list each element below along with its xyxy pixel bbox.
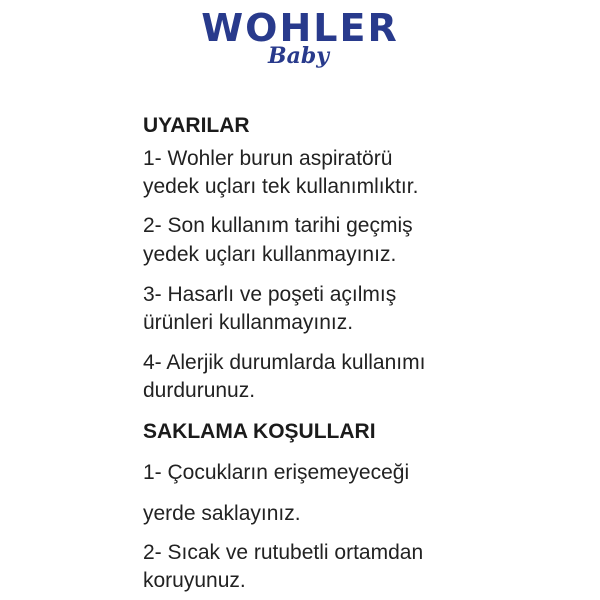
brand-name: WOHLER xyxy=(201,6,399,50)
storage-2-line-2: koruyunuz. xyxy=(143,569,246,592)
warning-3-line-2: ürünleri kullanmayınız. xyxy=(143,311,354,334)
storage-1-line-1: 1- Çocukların erişemeyeceği xyxy=(143,461,410,484)
brand-logo xyxy=(0,8,600,48)
storage-1-line-2: yerde saklayınız. xyxy=(143,502,301,525)
warning-1-line-1: 1- Wohler burun aspiratörü xyxy=(143,147,393,170)
warning-2-line-2: yedek uçları kullanmayınız. xyxy=(143,243,397,266)
warning-4-line-1: 4- Alerjik durumlarda kullanımı xyxy=(143,351,426,374)
brand-subtitle: Baby xyxy=(268,43,330,69)
warnings-title: UYARILAR xyxy=(143,114,250,137)
warning-1-line-2: yedek uçları tek kullanımlıktır. xyxy=(143,175,419,198)
storage-title: SAKLAMA KOŞULLARI xyxy=(143,420,376,443)
warning-2-line-1: 2- Son kullanım tarihi geçmiş xyxy=(143,214,413,237)
warning-4-line-2: durdurunuz. xyxy=(143,379,256,402)
warning-3-line-1: 3- Hasarlı ve poşeti açılmış xyxy=(143,283,397,306)
storage-2-line-1: 2- Sıcak ve rutubetli ortamdan xyxy=(143,541,424,564)
